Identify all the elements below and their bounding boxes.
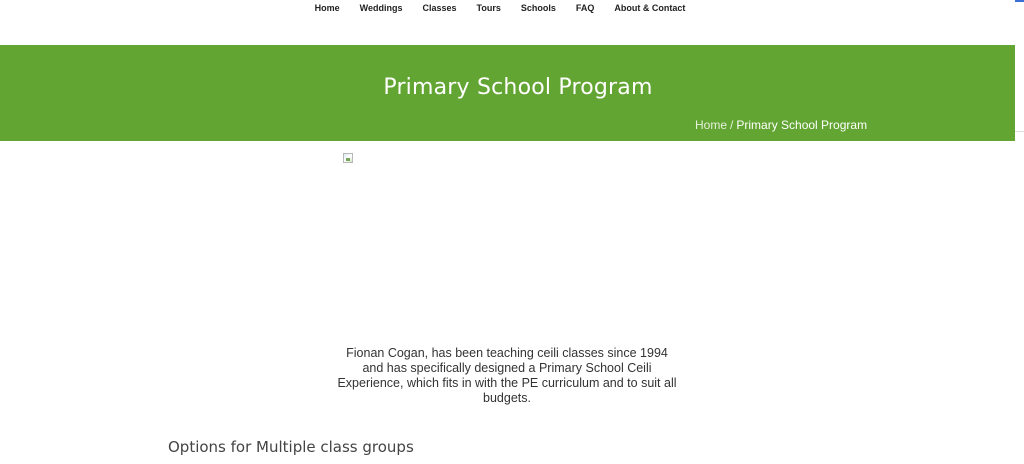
nav-menu — [0, 2, 1000, 14]
nav-item-faq[interactable]: FAQ — [575, 3, 595, 13]
intro-paragraph: Fionan Cogan, has been teaching ceili classes since 1994 and has specifically designed a Primary School Ceili Experience, which fits in with the PE curriculum and to suit all budgets. — [337, 346, 677, 405]
scroll-edge-marker — [1015, 0, 1024, 2]
breadcrumb — [695, 118, 867, 132]
breadcrumb-home-link[interactable]: Home — [695, 118, 728, 132]
nav-item-classes[interactable]: Classes — [422, 3, 457, 13]
nav-item-home[interactable]: Home — [314, 3, 340, 13]
nav-item-about-contact[interactable]: About & Contact — [614, 3, 686, 13]
page-title: Primary School Program — [383, 75, 653, 100]
breadcrumb-current: Primary School Program — [736, 118, 868, 132]
divider — [1015, 131, 1024, 132]
page-title-banner — [0, 45, 1015, 141]
main-navigation — [0, 0, 1024, 44]
nav-item-schools[interactable]: Schools — [520, 3, 556, 13]
nav-item-tours[interactable]: Tours — [476, 3, 501, 13]
nav-item-weddings[interactable]: Weddings — [359, 3, 403, 13]
breadcrumb-separator: / — [730, 118, 734, 132]
broken-image-icon — [343, 153, 353, 163]
section-heading: Options for Multiple class groups — [168, 438, 414, 456]
